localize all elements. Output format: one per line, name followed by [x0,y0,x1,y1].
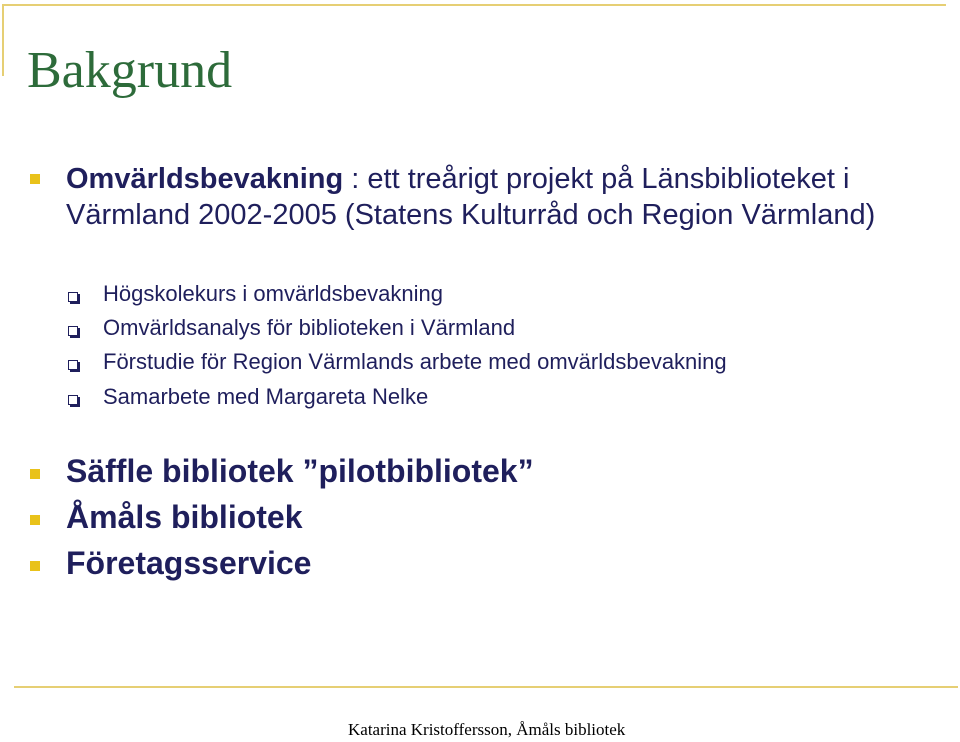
main-bullet [66,161,946,233]
checkbox-bullet-icon [68,360,78,370]
sub-item: Samarbete med Margareta Nelke [103,384,429,409]
sub-item: Högskolekurs i omvärldsbevakning [103,281,443,306]
list-item: Åmåls bibliotek [66,499,303,535]
footer-text: Katarina Kristoffersson, Åmåls bibliotek [348,720,626,739]
square-bullet-icon [30,515,40,525]
list-item: Företagsservice [66,545,312,581]
sub-item: Förstudie för Region Värmlands arbete med omvärldsbevakning [103,349,727,374]
checkbox-bullet-icon [68,326,78,336]
list-item: Säffle bibliotek ”pilotbibliotek” [66,453,534,489]
checkbox-bullet-icon [68,395,78,405]
square-bullet-icon [30,174,40,184]
top-rule [2,4,946,6]
slide-title: Bakgrund [27,42,233,99]
square-bullet-icon [30,469,40,479]
sub-item: Omvärldsanalys för biblioteken i Värmland [103,315,516,340]
square-bullet-icon [30,561,40,571]
footer-rule [14,686,958,688]
main-bullet-bold: Omvärldsbevakning [66,163,344,195]
checkbox-bullet-icon [68,292,78,302]
main-bullet-text: : ett treårigt projekt på Länsbiblioteket i Värmland 2002-2005 (Statens Kulturråd och Region Värmland) [66,163,876,231]
left-rule [2,4,4,76]
